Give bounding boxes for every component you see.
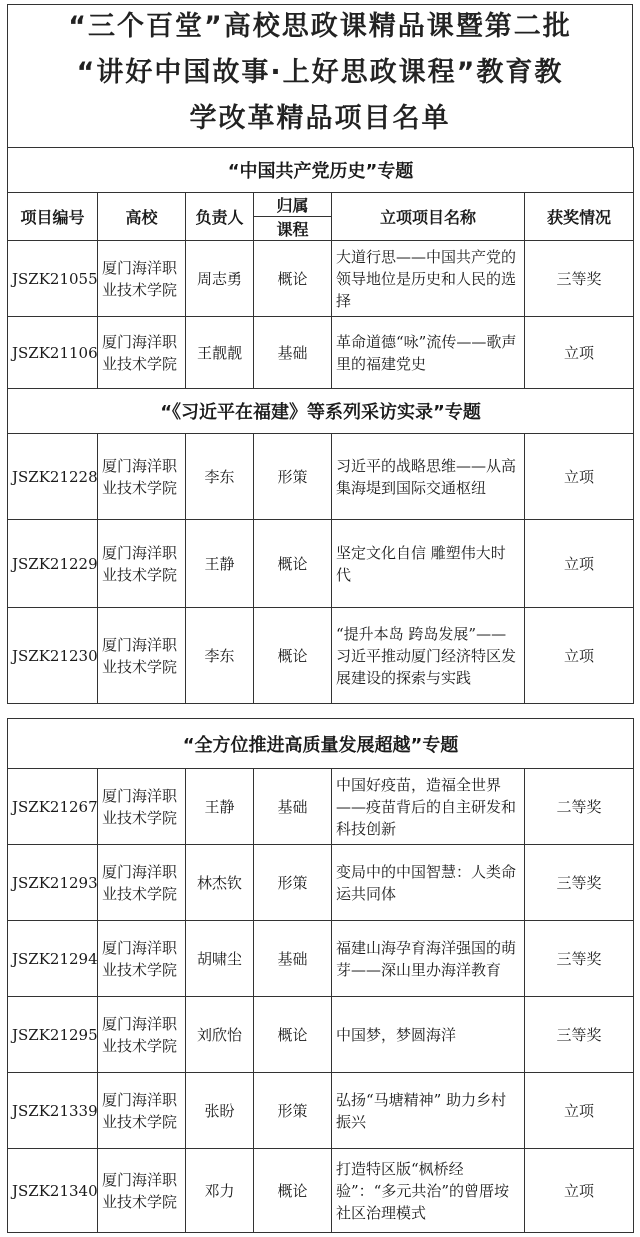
header-row (8, 193, 634, 217)
school: 厦门海洋职业技术学院 (98, 997, 186, 1073)
project-name: 坚定文化自信 雕塑伟大时代 (332, 520, 525, 608)
award: 立项 (525, 608, 634, 704)
table-row (8, 997, 634, 1073)
award: 三等奖 (525, 997, 634, 1073)
topic-row (8, 389, 634, 434)
project-id: JSZK21339 (8, 1073, 98, 1149)
header-award: 获奖情况 (525, 193, 634, 241)
topic-row (8, 719, 634, 769)
course: 概论 (254, 608, 332, 704)
award: 立项 (525, 1073, 634, 1149)
project-name: 革命道德“咏”流传——歌声里的福建党史 (332, 317, 525, 389)
award: 三等奖 (525, 845, 634, 921)
school: 厦门海洋职业技术学院 (98, 1073, 186, 1149)
leader: 刘欣怡 (186, 997, 254, 1073)
school: 厦门海洋职业技术学院 (98, 1149, 186, 1233)
table-row (8, 921, 634, 997)
award: 立项 (525, 434, 634, 520)
course: 基础 (254, 921, 332, 997)
course: 基础 (254, 769, 332, 845)
course: 形策 (254, 845, 332, 921)
leader: 李东 (186, 434, 254, 520)
header-name: 立项项目名称 (332, 193, 525, 241)
leader: 林杰钦 (186, 845, 254, 921)
project-name: 大道行思——中国共产党的领导地位是历史和人民的选择 (332, 241, 525, 317)
table-row (8, 317, 634, 389)
leader: 李东 (186, 608, 254, 704)
school: 厦门海洋职业技术学院 (98, 317, 186, 389)
table-row (8, 1149, 634, 1233)
course: 概论 (254, 1149, 332, 1233)
table-row (8, 241, 634, 317)
project-id: JSZK21295 (8, 997, 98, 1073)
leader: 周志勇 (186, 241, 254, 317)
project-id: JSZK21293 (8, 845, 98, 921)
document-title (0, 0, 640, 142)
project-name: 中国梦，梦圆海洋 (332, 997, 525, 1073)
topic-title: “全方位推进高质量发展超越”专题 (8, 719, 634, 769)
project-table-part-2 (7, 718, 634, 1233)
title-line-2: “讲好中国故事·上好思政课程”教育教 (76, 57, 564, 88)
leader: 邓力 (186, 1149, 254, 1233)
project-id: JSZK21267 (8, 769, 98, 845)
award: 二等奖 (525, 769, 634, 845)
course: 形策 (254, 434, 332, 520)
leader: 王静 (186, 769, 254, 845)
header-id: 项目编号 (8, 193, 98, 241)
leader: 王靓靓 (186, 317, 254, 389)
header-course-bottom: 课程 (254, 217, 332, 241)
project-id: JSZK21106 (8, 317, 98, 389)
title-line-1: “三个百堂”高校思政课精品课暨第二批 (68, 11, 572, 42)
header-course-top: 归属 (254, 193, 332, 217)
school: 厦门海洋职业技术学院 (98, 434, 186, 520)
table-row (8, 434, 634, 520)
school: 厦门海洋职业技术学院 (98, 769, 186, 845)
award: 立项 (525, 520, 634, 608)
course: 形策 (254, 1073, 332, 1149)
course: 概论 (254, 520, 332, 608)
project-table-part-1 (7, 147, 634, 704)
award: 三等奖 (525, 921, 634, 997)
project-id: JSZK21228 (8, 434, 98, 520)
leader: 王静 (186, 520, 254, 608)
project-name: 弘扬“马塘精神” 助力乡村振兴 (332, 1073, 525, 1149)
school: 厦门海洋职业技术学院 (98, 921, 186, 997)
project-name: 中国好疫苗，造福全世界——疫苗背后的自主研发和科技创新 (332, 769, 525, 845)
leader: 张盼 (186, 1073, 254, 1149)
table-row (8, 1073, 634, 1149)
project-id: JSZK21230 (8, 608, 98, 704)
school: 厦门海洋职业技术学院 (98, 241, 186, 317)
school: 厦门海洋职业技术学院 (98, 520, 186, 608)
topic-title: “《习近平在福建》等系列采访实录”专题 (8, 389, 634, 434)
course: 概论 (254, 241, 332, 317)
topic-row (8, 148, 634, 193)
table-row (8, 608, 634, 704)
project-id: JSZK21294 (8, 921, 98, 997)
project-name: 打造特区版“枫桥经验”：“多元共治”的曾厝垵社区治理模式 (332, 1149, 525, 1233)
table-row (8, 520, 634, 608)
award: 立项 (525, 1149, 634, 1233)
leader: 胡啸尘 (186, 921, 254, 997)
award: 立项 (525, 317, 634, 389)
course: 概论 (254, 997, 332, 1073)
project-name: 习近平的战略思维——从高集海堤到国际交通枢纽 (332, 434, 525, 520)
course: 基础 (254, 317, 332, 389)
project-name: 福建山海孕育海洋强国的萌芽——深山里办海洋教育 (332, 921, 525, 997)
topic-title: “中国共产党历史”专题 (8, 148, 634, 193)
project-name: 变局中的中国智慧：人类命运共同体 (332, 845, 525, 921)
school: 厦门海洋职业技术学院 (98, 845, 186, 921)
header-leader: 负责人 (186, 193, 254, 241)
project-name: “提升本岛 跨岛发展”——习近平推动厦门经济特区发展建设的探索与实践 (332, 608, 525, 704)
table-row (8, 769, 634, 845)
school: 厦门海洋职业技术学院 (98, 608, 186, 704)
table-row (8, 845, 634, 921)
title-line-3: 学改革精品项目名单 (189, 103, 451, 134)
project-id: JSZK21055 (8, 241, 98, 317)
award: 三等奖 (525, 241, 634, 317)
project-id: JSZK21340 (8, 1149, 98, 1233)
project-id: JSZK21229 (8, 520, 98, 608)
header-school: 高校 (98, 193, 186, 241)
